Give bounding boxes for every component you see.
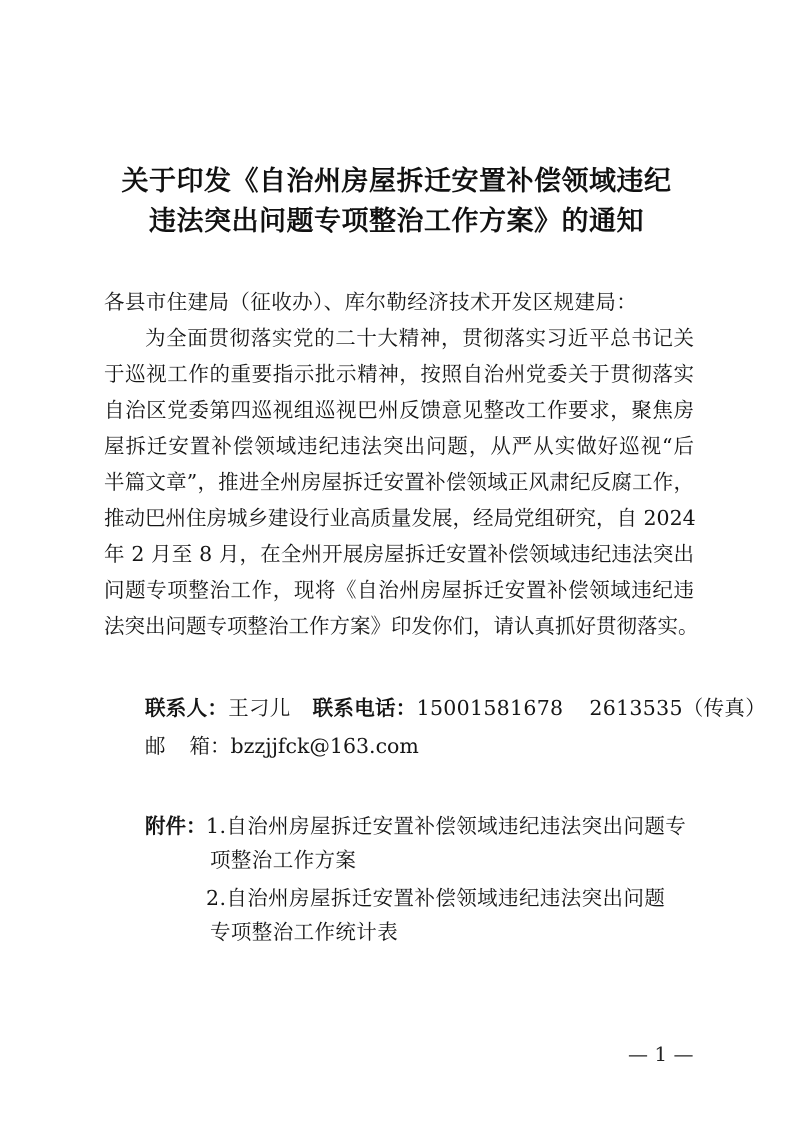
document-title-line-2: 违法突出问题专项整治工作方案》的通知 — [149, 206, 644, 237]
body-line: 屋拆迁安置补偿领域违纪违法突出问题，从严从实做好巡视“后 — [104, 434, 694, 458]
body-line: 自治区党委第四巡视组巡视巴州反馈意见整改工作要求，聚焦房 — [104, 398, 694, 422]
contact-phone-label: 联系电话： — [312, 696, 417, 720]
salutation: 各县市住建局（征收办）、库尔勒经济技术开发区规建局： — [104, 290, 638, 314]
document-title-line-1: 关于印发《自治州房屋拆迁安置补偿领域违纪 — [121, 166, 672, 197]
attachments-label: 附件： — [145, 814, 207, 838]
contact-line — [145, 690, 766, 726]
email-label-b: 箱： — [189, 734, 231, 758]
body-line: 年 2 月至 8 月，在全州开展房屋拆迁安置补偿领域违纪违法突出 — [104, 542, 694, 566]
email-address: bzzjjfck@163.com — [230, 734, 419, 758]
body-line: 为全面贯彻落实党的二十大精神，贯彻落实习近平总书记关 — [145, 326, 694, 350]
attachment-1-line-1: 1.自治州房屋拆迁安置补偿领域违纪违法突出问题专 — [206, 814, 687, 838]
contact-fax: 2613535（传真） — [589, 696, 766, 720]
contact-person-label: 联系人： — [145, 696, 229, 720]
email-line — [145, 728, 419, 764]
attachment-1-line-2: 项整治工作方案 — [210, 848, 357, 872]
body-line: 问题专项整治工作，现将《自治州房屋拆迁安置补偿领域违纪违 — [104, 578, 694, 602]
contact-phone: 15001581678 — [416, 696, 564, 720]
body-line: 于巡视工作的重要指示批示精神，按照自治州党委关于贯彻落实 — [104, 362, 694, 386]
attachment-2-line-2: 专项整治工作统计表 — [210, 920, 399, 944]
body-line: 推动巴州住房城乡建设行业高质量发展，经局党组研究，自 2024 — [104, 506, 696, 530]
attachment-2-line-1: 2.自治州房屋拆迁安置补偿领域违纪违法突出问题 — [206, 886, 666, 910]
contact-person: 王刁儿 — [228, 696, 291, 720]
body-line: 半篇文章”，推进全州房屋拆迁安置补偿领域正风肃纪反腐工作， — [104, 470, 694, 494]
page-number: — 1 — — [628, 1042, 694, 1066]
email-label-a: 邮 — [145, 734, 166, 758]
body-line: 法突出问题专项整治工作方案》印发你们，请认真抓好贯彻落实。 — [104, 614, 699, 638]
